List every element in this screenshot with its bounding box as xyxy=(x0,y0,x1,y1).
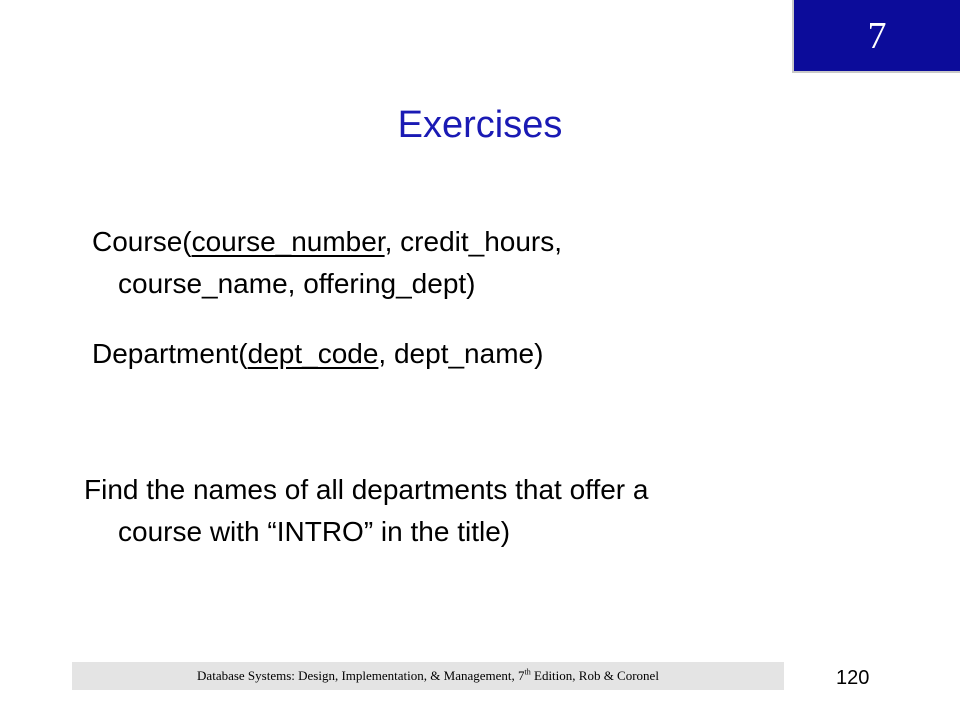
footer-text-end: Edition, Rob & Coronel xyxy=(530,668,659,683)
course-primary-key: course_number xyxy=(191,226,385,257)
department-attributes: , dept_name) xyxy=(378,338,544,369)
footer-text-main: Database Systems: Design, Implementation, & Management, 7 xyxy=(197,668,525,683)
chapter-number: 7 xyxy=(867,15,887,57)
course-schema-line-2: course_name, offering_dept) xyxy=(118,268,476,299)
footer-superscript: th xyxy=(524,667,531,677)
chapter-badge xyxy=(792,0,960,73)
page-number: 120 xyxy=(836,667,870,689)
department-schema xyxy=(92,334,543,374)
department-primary-key: dept_code xyxy=(247,338,379,369)
department-relation-name: Department( xyxy=(92,338,248,369)
footer-bar xyxy=(72,662,784,690)
footer-citation xyxy=(72,667,784,685)
course-attributes-1: , credit_hours, xyxy=(384,226,563,257)
course-relation-name: Course( xyxy=(92,226,192,257)
question-line-1: Find the names of all departments that offer a xyxy=(84,474,649,505)
slide-title: Exercises xyxy=(397,104,563,146)
question-line-2: course with “INTRO” in the title) xyxy=(118,516,511,547)
course-schema-line-1 xyxy=(92,222,562,262)
